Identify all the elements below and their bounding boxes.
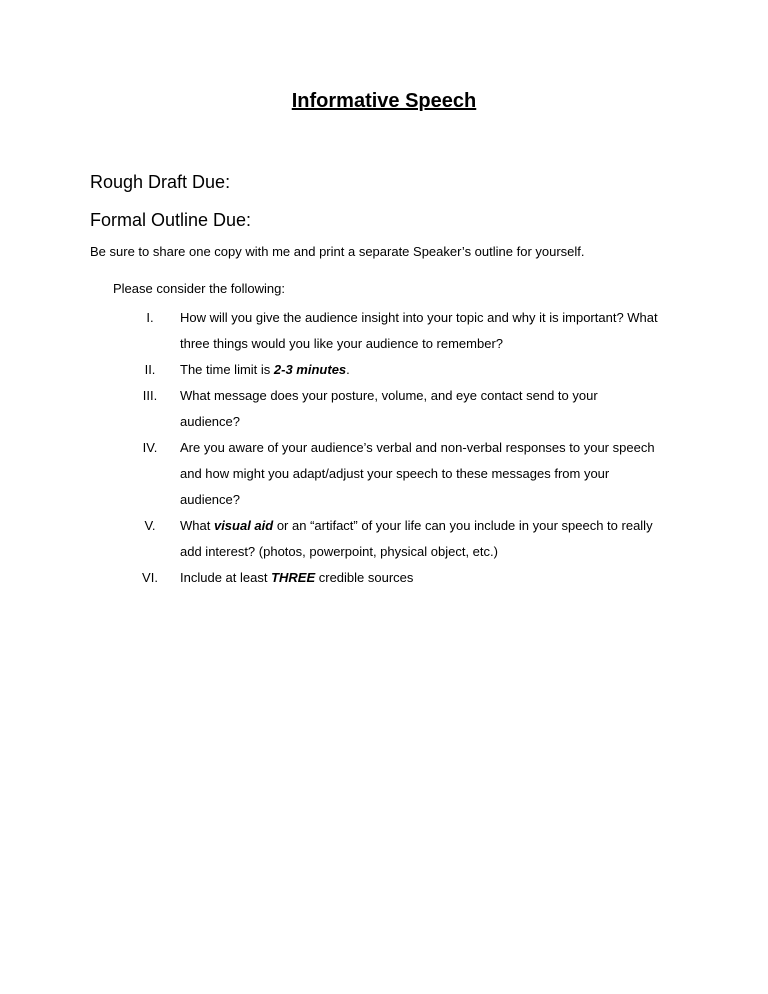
item-emphasis: 2-3 minutes bbox=[273, 362, 347, 377]
item-emphasis: visual aid bbox=[213, 518, 274, 533]
item-numeral: II. bbox=[144, 362, 156, 377]
document-title: Informative Speech bbox=[291, 90, 477, 112]
formal-outline-due: Formal Outline Due: bbox=[90, 210, 252, 230]
item-text: Are you aware of your audience’s verbal and non-verbal responses to your speech and how might you adapt/adjust your speech to these messages from your audience? bbox=[180, 440, 655, 507]
item-text: The time limit is bbox=[180, 362, 274, 377]
item-emphasis: THREE bbox=[271, 570, 316, 585]
list-item bbox=[130, 383, 670, 435]
item-numeral: IV. bbox=[142, 440, 158, 455]
item-text-end: or an “artifact” of your life can you include in your speech to really add interest? (photos, powerpoint, physical object, etc.) bbox=[180, 518, 653, 559]
item-numeral: I. bbox=[146, 310, 154, 325]
rough-draft-due: Rough Draft Due: bbox=[90, 172, 231, 192]
consider-heading: Please consider the following: bbox=[113, 281, 285, 296]
list-item bbox=[130, 357, 670, 383]
item-text-end: credible sources bbox=[315, 570, 414, 585]
item-text: What message does your posture, volume, and eye contact send to your audience? bbox=[180, 388, 598, 429]
considerations-list bbox=[130, 305, 670, 591]
list-item bbox=[130, 513, 670, 565]
item-numeral: VI. bbox=[142, 570, 158, 585]
item-text: How will you give the audience insight into your topic and why it is important? What three things would you like your audience to remember? bbox=[180, 310, 658, 351]
item-text: What bbox=[180, 518, 214, 533]
list-item bbox=[130, 435, 670, 513]
item-text: Include at least bbox=[180, 570, 272, 585]
item-numeral: III. bbox=[142, 388, 158, 403]
share-note: Be sure to share one copy with me and print a separate Speaker’s outline for yourself. bbox=[90, 244, 585, 259]
item-numeral: V. bbox=[144, 518, 156, 533]
list-item bbox=[130, 305, 670, 357]
list-item bbox=[130, 565, 670, 591]
item-text-end: . bbox=[346, 362, 350, 377]
